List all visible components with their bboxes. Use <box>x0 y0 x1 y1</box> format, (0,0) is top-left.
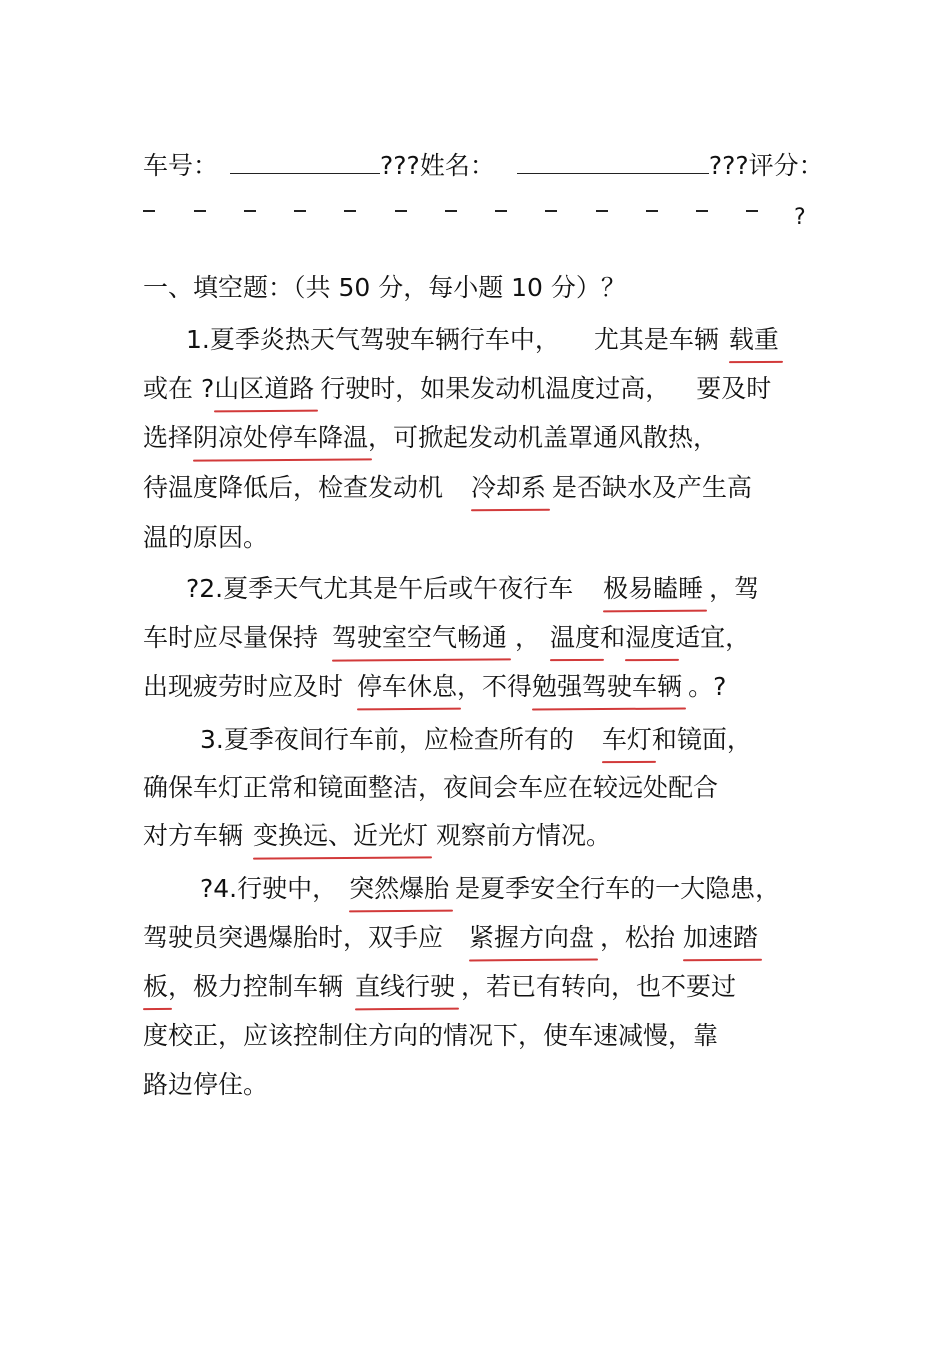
q2-text: ?2.夏季天气尤其是午后或午夜行车 <box>186 574 574 603</box>
q4-line-2 <box>143 920 758 958</box>
q4-answer-3a: 加速踏 <box>683 920 758 958</box>
q4-answer-4: 直线行驶 <box>355 969 455 1007</box>
q2-line-2 <box>143 620 750 658</box>
q1-text: 或在 ? <box>143 374 215 403</box>
q3-line-1 <box>200 722 752 760</box>
q1-text: 行驶时，如果发动机温度过高， <box>320 374 671 403</box>
q1-line-1 <box>186 322 779 360</box>
q3-text: 观察前方情况。 <box>436 821 612 850</box>
q3-line-3 <box>143 818 611 856</box>
q2-text: 车时应尽量保持 <box>143 623 319 652</box>
q4-line-5: 路边停住。 <box>143 1070 269 1099</box>
q1-text: ，可掀起发动机盖罩通风散热， <box>368 423 719 452</box>
q1-text: 是否缺水及产生高 <box>552 473 753 502</box>
name-label: 姓名： <box>419 151 495 180</box>
q2-text: 出现疲劳时应及时 <box>143 672 344 701</box>
q3-text: 对方车辆 <box>143 821 244 850</box>
name-blank <box>517 149 709 174</box>
q2-answer-1: 极易瞌睡 <box>603 571 703 609</box>
header-q2: ??? <box>708 151 749 180</box>
q1-line-2 <box>143 371 771 409</box>
score-label: 评分： <box>748 151 824 180</box>
q2-line-1 <box>186 571 759 609</box>
header-row <box>143 148 824 184</box>
q4-line-1 <box>200 871 780 909</box>
q4-text: ，松抬 <box>600 923 676 952</box>
car-number-blank <box>230 149 380 174</box>
q2-text: ，不得 <box>457 672 533 701</box>
q2-answer-5: 停车休息 <box>357 669 457 707</box>
q1-answer-1: 载重 <box>729 322 779 360</box>
q1-line-3 <box>143 420 718 458</box>
q4-text: 是夏季安全行车的一大隐患， <box>455 874 781 903</box>
q2-text: 适宜， <box>675 623 751 652</box>
q2-answer-6: 勉强驾驶车辆 <box>532 669 682 707</box>
q3-line-2: 确保车灯正常和镜面整洁，夜间会车应在较远处配合 <box>143 773 719 802</box>
q3-answer-1: 车灯 <box>602 722 652 760</box>
q2-answer-4: 湿度 <box>625 620 675 658</box>
q4-line-4: 度校正，应该控制住方向的情况下，使车速减慢，靠 <box>143 1021 719 1050</box>
q4-text: ，若已有转向，也不要过 <box>461 972 737 1001</box>
q2-text: 和 <box>600 623 626 652</box>
q1-answer-4: 冷却系 <box>471 470 546 508</box>
dash-question: ? <box>794 205 806 230</box>
q1-text: 要及时 <box>696 374 772 403</box>
q4-text: ?4.行驶中， <box>200 874 338 903</box>
car-number-label: 车号： <box>143 151 219 180</box>
q1-text: 尤其是车辆 <box>593 325 719 354</box>
q1-answer-2: 山区道路 <box>214 371 314 409</box>
header-q1: ??? <box>380 151 420 180</box>
q1-line-4 <box>143 470 752 508</box>
section-title: 一、填空题：（共 50 分，每小题 10 分）？ <box>143 273 626 302</box>
q2-text: ，驾 <box>709 574 760 603</box>
q1-line-5: 温的原因。 <box>143 523 269 552</box>
q4-answer-2: 紧握方向盘 <box>469 920 594 958</box>
q2-text: ， <box>515 623 541 652</box>
q2-answer-2: 驾驶室空气畅通 <box>332 620 507 658</box>
q4-text: ，极力控制车辆 <box>168 972 344 1001</box>
q3-text: 3.夏季夜间行车前，应检查所有的 <box>200 725 574 754</box>
q2-answer-3: 温度 <box>550 620 600 658</box>
q1-answer-3: 阴凉处停车降温 <box>193 420 368 458</box>
q1-text: 1.夏季炎热天气驾驶车辆行车中， <box>186 325 560 354</box>
q4-text: 驾驶员突遇爆胎时，双手应 <box>143 923 444 952</box>
q3-text: 和镜面， <box>651 725 752 754</box>
q1-text: 选择 <box>143 423 194 452</box>
q4-answer-1: 突然爆胎 <box>349 871 449 909</box>
q1-text: 待温度降低后，检查发动机 <box>143 473 444 502</box>
q2-line-3 <box>143 669 726 707</box>
q3-answer-2: 变换远、近光灯 <box>253 818 428 856</box>
q2-text: 。? <box>688 672 727 701</box>
q4-line-3 <box>143 969 736 1007</box>
q4-answer-3b: 板 <box>143 969 168 1007</box>
